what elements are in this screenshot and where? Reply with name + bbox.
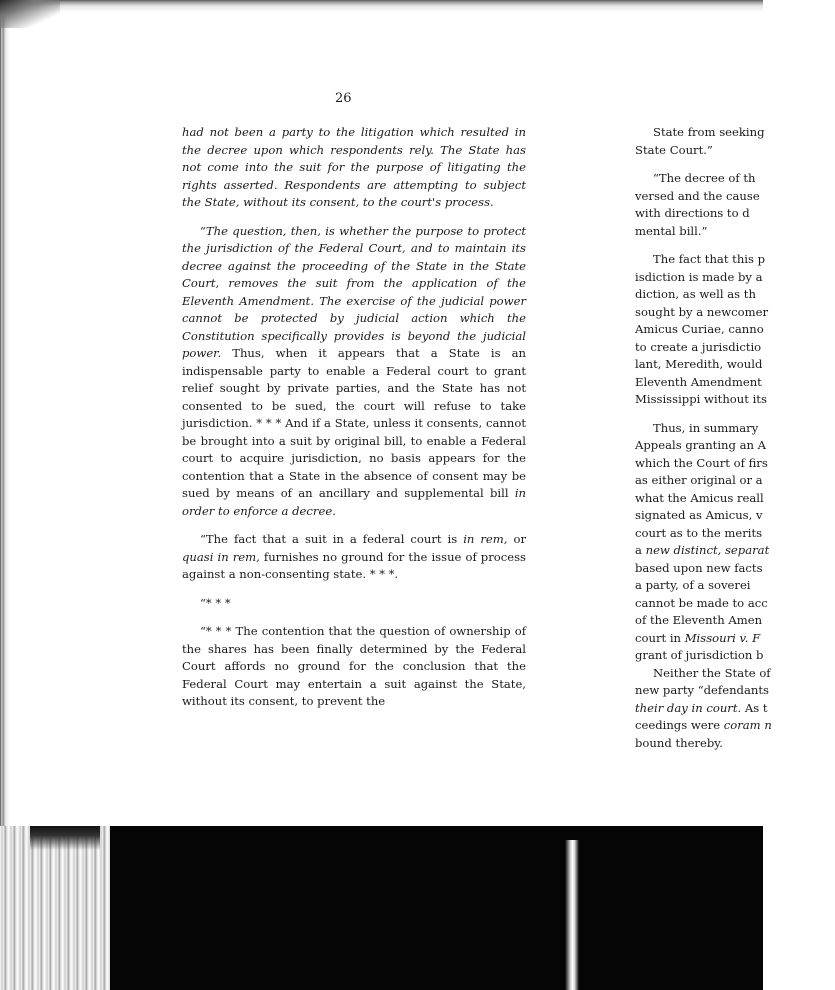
italic-text: their day in court. [635, 700, 742, 715]
right-line: versed and the cause [635, 188, 760, 203]
right-line: what the Amicus reall [635, 490, 764, 505]
italic-text: new distinct, separat [645, 543, 770, 557]
right-line [635, 700, 835, 718]
italic-text: had not been a party to the litigation which resulted in the decree upon which respondents rely. The State has not come into the suit for the purpose of litigating the rights asserted. Respondents are attempting to subject the State, without its consent, to the court's process. [182, 125, 526, 209]
body-text: court in [635, 630, 685, 645]
italic-text: in rem, [463, 532, 508, 546]
scan-bottom-gutter [565, 840, 579, 990]
right-line: State from seeking [653, 125, 765, 139]
right-line: a party, of a soverei [635, 578, 751, 592]
right-line: bound thereby. [635, 735, 723, 750]
italic-text: coram n [723, 718, 772, 732]
right-line [635, 717, 835, 735]
right-line: sought by a newcomer [635, 304, 769, 319]
right-line: with directions to d [635, 206, 750, 220]
right-line: based upon new facts [635, 560, 763, 575]
paragraph-4: “* * * [200, 595, 231, 610]
right-line: The fact that this p [653, 252, 766, 266]
scan-bottom-shadow [0, 826, 763, 990]
body-text: or [507, 532, 526, 546]
body-text: a [635, 543, 646, 557]
right-line: grant of jurisdiction b [635, 648, 764, 662]
italic-text: quasi in rem, [182, 549, 260, 564]
body-text: ceedings were [635, 718, 724, 732]
right-line: cannot be made to acc [635, 595, 768, 610]
right-line: to create a jurisdictio [635, 339, 762, 354]
paragraph-1 [182, 124, 526, 212]
right-line [635, 630, 835, 648]
page-number: 26 [335, 91, 352, 106]
italic-text: “The question, then, is whether the purpose to protect the jurisdiction of the Federal Court, and to maintain its decree against the proceeding of the State in the State Court, removes the suit from the application of the Eleventh Amendment. The exercise of the judicial power cannot be protected by judicial action which the Constitution specifically provides is beyond the judicial power. [182, 223, 526, 360]
right-column [635, 124, 835, 752]
right-line: of the Eleventh Amen [635, 613, 763, 627]
right-line: diction, as well as th [635, 287, 756, 301]
body-text: Thus, when it appears that a State is an indispensable party to enable a Federal court to grant relief sought by private parties, and the State has not consented to be sued, the court will refuse to take jurisdiction. * * * And if a State, unless it consents, cannot be brought into a suit by original bill, to enable a Federal court to acquire jurisdiction, no basis appears for the contention that a State in the absence of consent may be sued by means of an ancillary and supplemental bill [182, 346, 526, 500]
body-text: As t [741, 700, 768, 715]
right-line: mental bill.” [635, 223, 708, 238]
scan-corner-shadow [0, 0, 60, 28]
body-text: “The fact that a suit in a federal court is [200, 532, 464, 546]
right-line: Appeals granting an A [635, 438, 767, 452]
left-column [182, 124, 526, 711]
right-line: “The decree of th [653, 171, 756, 185]
right-line [635, 542, 835, 560]
scan-bottom-left-edge [0, 826, 110, 990]
right-line: Amicus Curiae, canno [635, 322, 764, 336]
right-line: signated as Amicus, v [635, 508, 763, 522]
right-line: as either original or a [635, 473, 763, 487]
scan-top-edge [0, 0, 763, 14]
right-line: Eleventh Amendment [635, 374, 762, 389]
right-line: lant, Meredith, would [635, 357, 763, 371]
right-line: Thus, in summary [653, 420, 759, 435]
body-text: . [332, 503, 336, 518]
right-line: new party “defendants [635, 683, 769, 697]
paragraph-3 [182, 531, 526, 584]
paragraph-5: “* * * The contention that the question of ownership of the shares has been finally determined by the Federal Court affords no ground for the conclusion that the Federal Court may entertain a suit against the State, without its consent, to prevent the [182, 624, 526, 708]
italic-text: in order to enforce a decree [182, 486, 526, 518]
right-line: isdiction is made by a [635, 269, 763, 284]
right-line: Mississippi without its [635, 392, 767, 406]
scan-bottom-corner [30, 826, 100, 850]
body-text: furnishes no ground for the issue of process against a non-consenting state. * * *. [182, 549, 526, 581]
right-line: Neither the State of [653, 665, 771, 680]
right-line: court as to the merits [635, 525, 763, 540]
italic-text: Missouri v. F [684, 630, 761, 645]
right-line: State Court.” [635, 142, 713, 157]
paragraph-2 [182, 223, 526, 521]
right-line: which the Court of firs [635, 455, 768, 470]
